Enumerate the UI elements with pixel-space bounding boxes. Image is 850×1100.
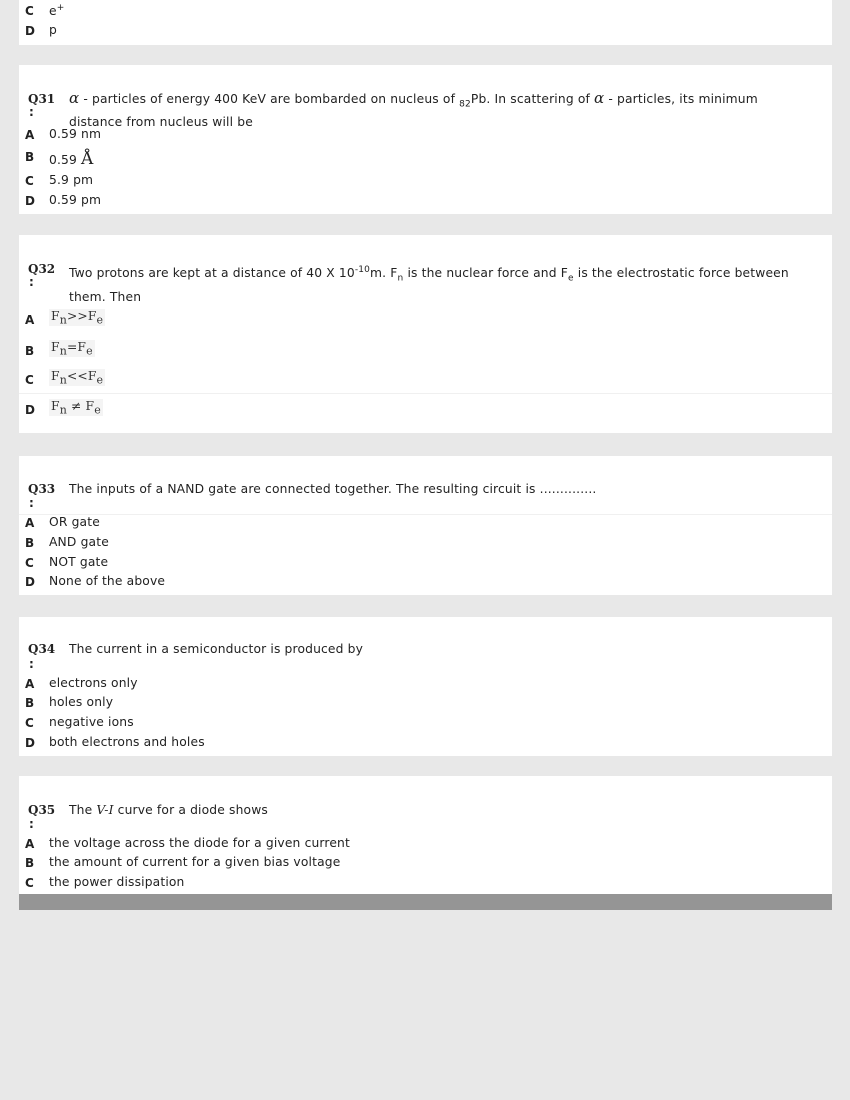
option-key: D — [25, 403, 35, 417]
option-key: B — [25, 696, 35, 710]
option-c[interactable] — [19, 2, 832, 22]
option-key: C — [25, 556, 34, 570]
option-text: p — [49, 23, 57, 37]
option-key: C — [25, 373, 34, 387]
option-text: negative ions — [49, 715, 134, 729]
question-card-q33 — [19, 456, 832, 595]
option-c[interactable] — [19, 554, 832, 574]
option-text: 0.59 nm — [49, 127, 102, 141]
option-a[interactable] — [19, 835, 832, 855]
question-card-q35 — [19, 776, 832, 894]
alpha-symbol: α — [69, 89, 80, 107]
option-text: e+ — [49, 3, 65, 19]
option-text: 0.59 Å — [49, 149, 94, 169]
option-c[interactable] — [19, 714, 832, 734]
option-d[interactable] — [19, 734, 832, 754]
option-a[interactable] — [19, 675, 832, 695]
option-text: both electrons and holes — [49, 735, 205, 749]
option-text: electrons only — [49, 676, 138, 690]
question-number: Q33 — [28, 482, 56, 496]
question-text: α - particles of energy 400 KeV are bombarded on nucleus of $_{82}$Pb. In scattering of α - particles, its minimum distance from nucleus will be — [69, 89, 758, 130]
option-text: 0.59 pm — [49, 193, 102, 207]
option-key: A — [25, 837, 35, 851]
option-key: D — [25, 575, 35, 589]
question-number: Q32 — [28, 262, 56, 276]
option-text: None of the above — [49, 574, 166, 588]
option-text: the amount of current for a given bias voltage — [49, 855, 341, 869]
question-number: Q31 — [28, 92, 56, 106]
option-key: B — [25, 536, 35, 550]
option-text: 5.9 pm — [49, 173, 94, 187]
option-d[interactable] — [19, 573, 832, 593]
option-text: NOT gate — [49, 555, 109, 569]
question-number: Q35 — [28, 803, 56, 817]
question-card-q34 — [19, 617, 832, 756]
option-key: A — [25, 128, 35, 142]
option-key: A — [25, 313, 35, 327]
formula: $F_n=F_e$ — [51, 340, 93, 358]
option-text: OR gate — [49, 515, 100, 529]
formula: $F_n>>F_e$ — [51, 309, 104, 327]
option-text: the voltage across the diode for a given current — [49, 836, 350, 850]
alpha-symbol: α — [594, 89, 605, 107]
question-text: The inputs of a NAND gate are connected together. The resulting circuit is .............. — [69, 482, 597, 496]
option-d[interactable] — [19, 22, 832, 42]
question-colon: : — [29, 657, 34, 671]
question-colon: : — [29, 817, 34, 831]
formula: $F_n \ne F_e$ — [51, 399, 101, 417]
option-c[interactable] — [19, 369, 832, 395]
option-key: D — [25, 194, 35, 208]
option-text: holes only — [49, 695, 114, 709]
option-b[interactable] — [19, 148, 832, 168]
question-colon: : — [29, 105, 34, 119]
question-card-q31 — [19, 65, 832, 214]
divider — [19, 393, 832, 394]
option-key: A — [25, 677, 35, 691]
option-key: C — [25, 716, 34, 730]
option-c[interactable] — [19, 172, 832, 192]
option-c[interactable] — [19, 874, 832, 894]
option-key: D — [25, 24, 35, 38]
option-text: the power dissipation — [49, 875, 185, 889]
option-a[interactable] — [19, 126, 832, 146]
option-a[interactable] — [19, 309, 832, 335]
option-b[interactable] — [19, 340, 832, 366]
question-number: Q34 — [28, 642, 56, 656]
question-card-q32 — [19, 235, 832, 433]
option-b[interactable] — [19, 694, 832, 714]
option-b[interactable] — [19, 854, 832, 874]
option-d[interactable] — [19, 399, 832, 425]
option-key: B — [25, 344, 35, 358]
formula: $F_n<<F_e$ — [51, 369, 104, 387]
question-text: The V-I curve for a diode shows — [69, 803, 268, 817]
question-colon: : — [29, 275, 34, 289]
prev-question-card — [19, 0, 832, 45]
option-b[interactable] — [19, 534, 832, 554]
option-key: C — [25, 174, 34, 188]
option-d[interactable] — [19, 192, 832, 212]
question-text: Two protons are kept at a distance of 40 X $10^{-10}m$. $F_n$ is the nuclear force and $F_e$ is the electrostatic force between them. Then — [69, 265, 789, 304]
question-text: The current in a semiconductor is produced by — [69, 642, 364, 656]
option-key: D — [25, 736, 35, 750]
question-colon: : — [29, 496, 34, 510]
option-a[interactable] — [19, 514, 832, 534]
option-key: C — [25, 4, 34, 18]
option-key: C — [25, 876, 34, 890]
option-text: AND gate — [49, 535, 109, 549]
option-key: A — [25, 516, 35, 530]
option-key: B — [25, 856, 35, 870]
option-key: B — [25, 150, 35, 164]
footer-bar — [19, 894, 832, 910]
